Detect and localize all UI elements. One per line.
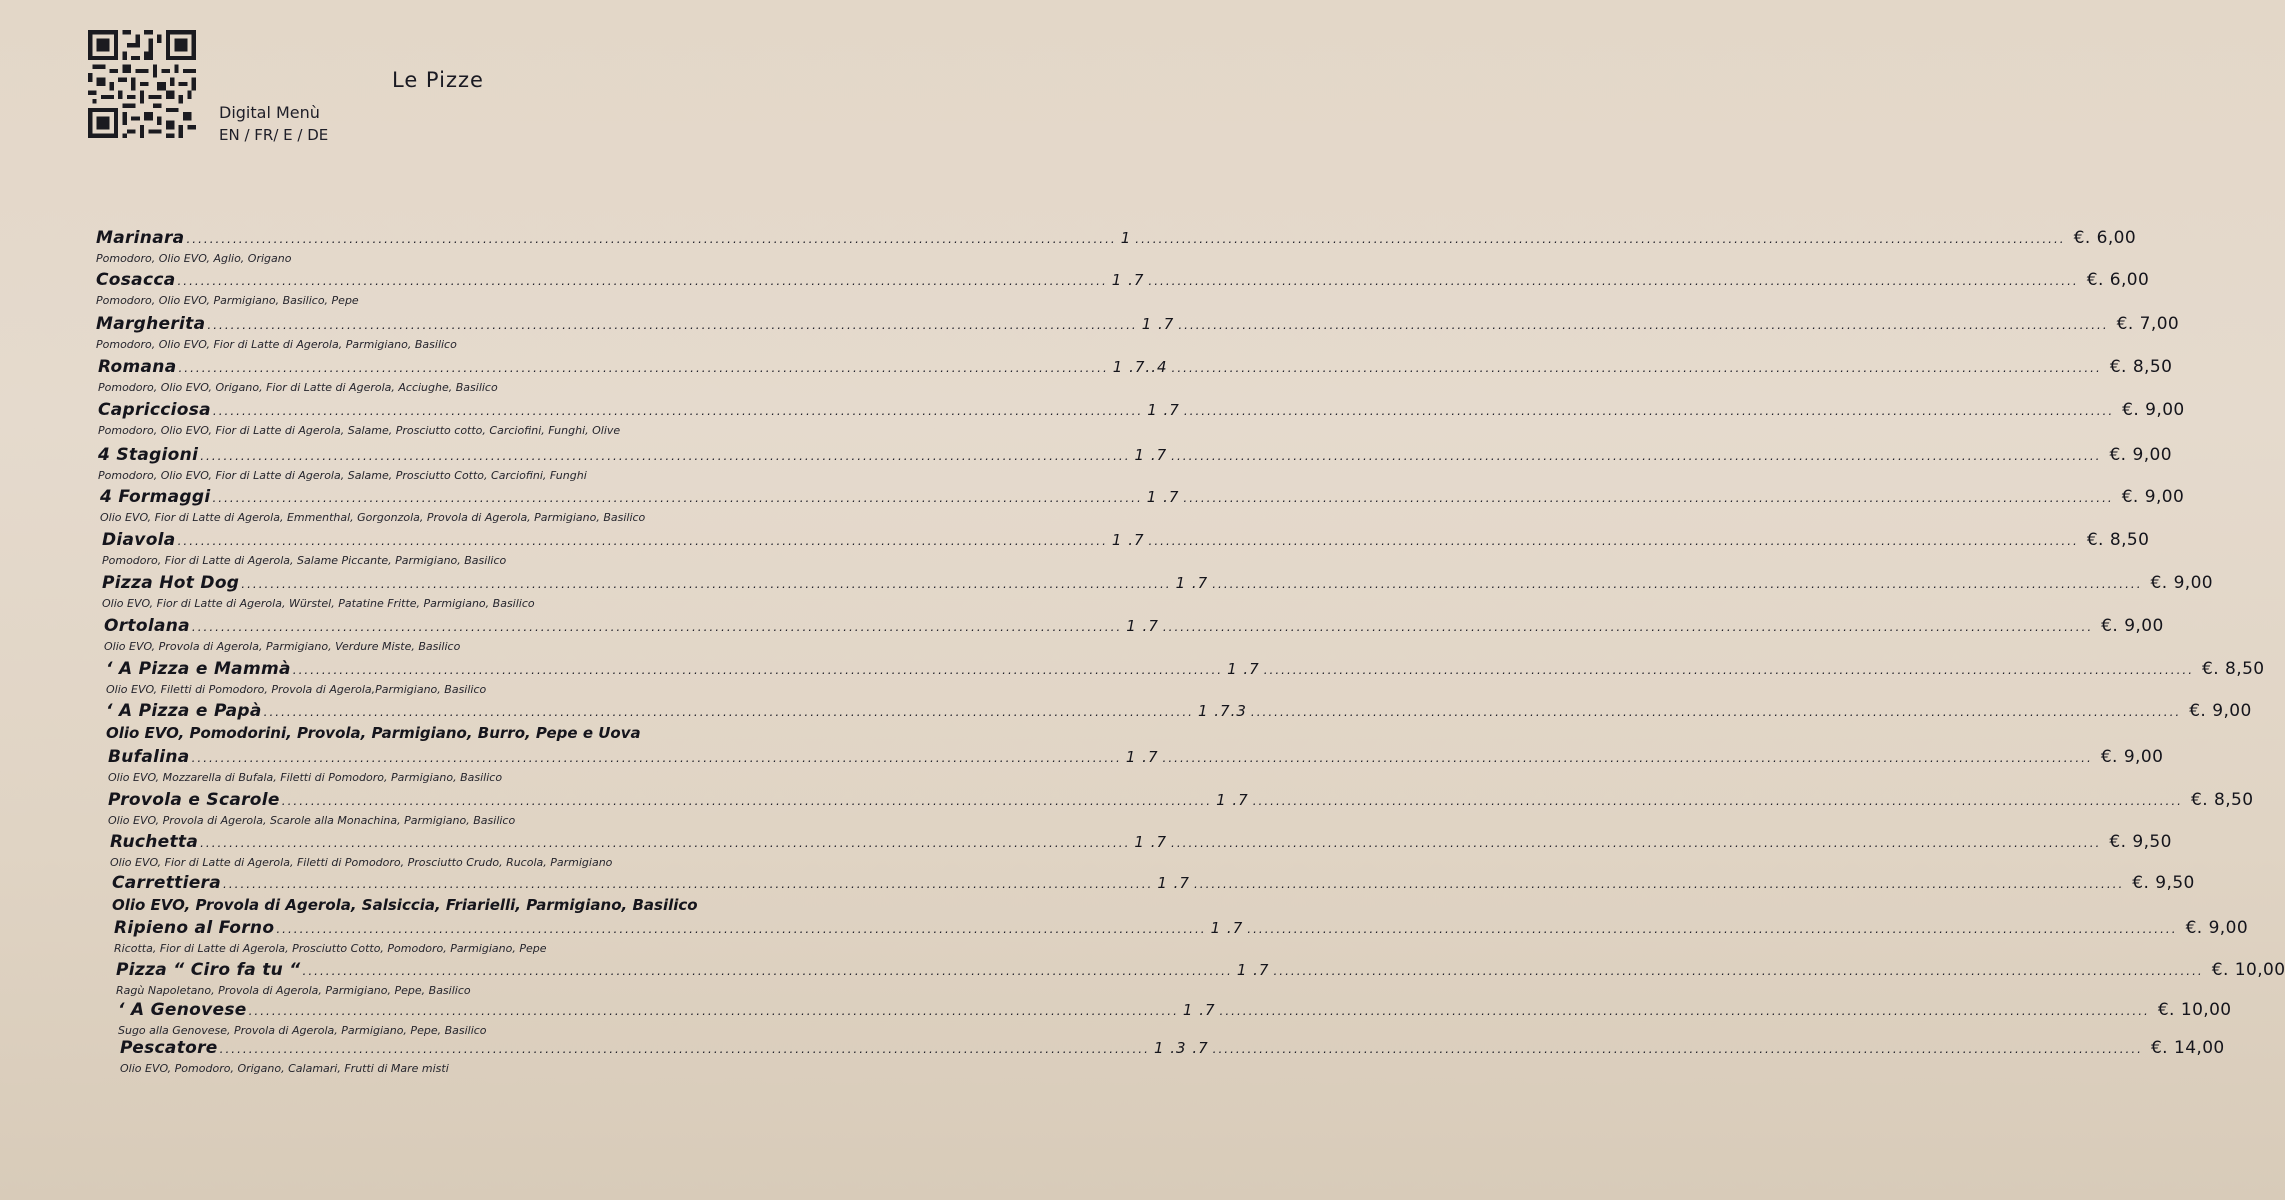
pizza-ingredients: Olio EVO, Fior di Latte di Agerola, Würstel, Patatine Fritte, Parmigiano, Basilico: [102, 597, 535, 610]
price: 9,00: [2145, 400, 2185, 420]
allergen-codes: 1 .7: [1146, 488, 1180, 506]
allergen-codes: 1 .7: [1134, 833, 1168, 851]
dot-leader: ................................................................................................................................................................: [177, 274, 1108, 288]
menu-item-line: [118, 1000, 2232, 1022]
price: 8,50: [2132, 357, 2173, 377]
dot-leader: ................................................................................................................................................................: [1193, 877, 2125, 891]
dot-leader: ................................................................................................................................................................: [1212, 1042, 2143, 1056]
currency-symbol: €.: [2185, 918, 2203, 938]
allergen-codes: 1 .7: [1141, 315, 1175, 333]
allergen-codes: 1 .7: [1147, 401, 1180, 419]
dot-leader: ................................................................................................................................................................: [1219, 1004, 2150, 1018]
dot-leader: ................................................................................................................................................................: [1171, 449, 2102, 463]
currency-symbol: €.: [2211, 960, 2229, 980]
dot-leader: ................................................................................................................................................................: [1135, 232, 2066, 246]
currency-symbol: €.: [2191, 790, 2209, 810]
allergen-codes: 1 .7: [1125, 748, 1159, 766]
dot-leader: ................................................................................................................................................................: [186, 232, 1117, 246]
dot-leader: ................................................................................................................................................................: [241, 577, 1172, 591]
dot-leader: ................................................................................................................................................................: [1273, 964, 2204, 978]
dot-leader: ................................................................................................................................................................: [1250, 705, 2182, 719]
pizza-name: Cosacca: [96, 270, 176, 290]
pizza-name: Pizza “ Ciro fa tu “: [116, 960, 301, 980]
pizza-name: Ruchetta: [110, 832, 199, 852]
currency-symbol: €.: [2109, 832, 2127, 852]
allergen-codes: 1 .7: [1175, 574, 1209, 592]
pizza-name: Bufalina: [108, 747, 190, 767]
allergen-codes: 1 .7.3: [1197, 702, 1247, 720]
allergen-codes: 1 .7: [1126, 617, 1159, 635]
dot-leader: ................................................................................................................................................................: [281, 794, 1213, 808]
pizza-name: Capricciosa: [98, 400, 211, 420]
menu-item-line: [116, 960, 2285, 982]
currency-symbol: €.: [2121, 487, 2139, 507]
dot-leader: ................................................................................................................................................................: [276, 922, 1207, 936]
pizza-name: Marinara: [96, 228, 185, 248]
menu-item-line: [96, 228, 2137, 250]
dot-leader: ................................................................................................................................................................: [212, 491, 1143, 505]
digital-menu-label: Digital Menù: [219, 103, 320, 122]
pizza-ingredients: Pomodoro, Olio EVO, Fior di Latte di Agerola, Salame, Prosciutto Cotto, Carciofini, Funghi: [98, 469, 587, 482]
dot-leader: ................................................................................................................................................................: [200, 836, 1131, 850]
dot-leader: ................................................................................................................................................................: [302, 964, 1233, 978]
dot-leader: ................................................................................................................................................................: [200, 449, 1131, 463]
language-options[interactable]: EN / FR/ E / DE: [219, 126, 329, 144]
menu-item-line: [104, 616, 2164, 638]
menu-item-line: [96, 314, 2180, 336]
menu-item-line: [102, 530, 2150, 552]
pizza-name: ‘ A Genovese: [118, 1000, 247, 1020]
allergen-codes: 1 .7: [1210, 919, 1244, 937]
pizza-ingredients: Olio EVO, Provola di Agerola, Scarole alla Monachina, Parmigiano, Basilico: [108, 814, 516, 827]
menu-item-line: [96, 270, 2150, 292]
dot-leader: ................................................................................................................................................................: [1148, 274, 2079, 288]
pizza-ingredients: Ricotta, Fior di Latte di Agerola, Prosciutto Cotto, Pomodoro, Parmigiano, Pepe: [114, 942, 547, 955]
price: 9,00: [2144, 487, 2185, 507]
pizza-name: Diavola: [102, 530, 176, 550]
menu-item-line: [102, 573, 2214, 595]
currency-symbol: €.: [2109, 445, 2127, 465]
currency-symbol: €.: [2157, 1000, 2175, 1020]
dot-leader: ................................................................................................................................................................: [1263, 663, 2195, 677]
price: 9,00: [2124, 616, 2164, 636]
currency-symbol: €.: [2116, 314, 2134, 334]
allergen-codes: 1 .7: [1182, 1001, 1216, 1019]
allergen-codes: 1 .7: [1111, 531, 1145, 549]
pizza-ingredients: Olio EVO, Provola di Agerola, Parmigiano, Verdure Miste, Basilico: [104, 640, 461, 653]
dot-leader: ................................................................................................................................................................: [1162, 620, 2094, 634]
dot-leader: ................................................................................................................................................................: [1171, 836, 2102, 850]
pizza-ingredients: Olio EVO, Fior di Latte di Agerola, Filetti di Pomodoro, Prosciutto Crudo, Rucola, Parmigiano: [110, 856, 613, 869]
pizza-ingredients: Pomodoro, Fior di Latte di Agerola, Salame Piccante, Parmigiano, Basilico: [102, 554, 507, 567]
pizza-ingredients: Pomodoro, Olio EVO, Aglio, Origano: [96, 252, 292, 265]
dot-leader: ................................................................................................................................................................: [177, 534, 1108, 548]
dot-leader: ................................................................................................................................................................: [292, 663, 1224, 677]
pizza-name: Ripieno al Forno: [114, 918, 275, 938]
price: 9,00: [2173, 573, 2214, 593]
price: 9,50: [2132, 832, 2172, 852]
pizza-ingredients: Ragù Napoletano, Provola di Agerola, Parmigiano, Pepe, Basilico: [116, 984, 471, 997]
currency-symbol: €.: [2109, 357, 2127, 377]
dot-leader: ................................................................................................................................................................: [1171, 361, 2102, 375]
pizza-name: Pizza Hot Dog: [102, 573, 240, 593]
price: 14,00: [2173, 1038, 2225, 1058]
allergen-codes: 1 .7: [1134, 446, 1168, 464]
price: 6,00: [2096, 228, 2137, 248]
pizza-name: Ortolana: [104, 616, 190, 636]
dot-leader: ................................................................................................................................................................: [191, 751, 1122, 765]
price: 9,00: [2208, 918, 2249, 938]
pizza-ingredients: Pomodoro, Olio EVO, Fior di Latte di Agerola, Parmigiano, Basilico: [96, 338, 457, 351]
price: 7,00: [2139, 314, 2180, 334]
allergen-codes: 1: [1120, 229, 1132, 247]
pizza-name: Provola e Scarole: [108, 790, 280, 810]
allergen-codes: 1 .7: [1157, 874, 1190, 892]
price: 6,00: [2109, 270, 2150, 290]
dot-leader: ................................................................................................................................................................: [212, 404, 1144, 418]
currency-symbol: €.: [2122, 400, 2140, 420]
menu-item-line: [100, 487, 2185, 509]
menu-item-line: [98, 445, 2172, 467]
dot-leader: ................................................................................................................................................................: [207, 318, 1138, 332]
menu-item-line: [120, 1038, 2225, 1060]
dot-leader: ................................................................................................................................................................: [248, 1004, 1179, 1018]
pizza-ingredients: Olio EVO, Mozzarella di Bufala, Filetti di Pomodoro, Parmigiano, Basilico: [108, 771, 503, 784]
allergen-codes: 1 .7..4: [1112, 358, 1168, 376]
dot-leader: ................................................................................................................................................................: [1178, 318, 2109, 332]
menu-item-line: [108, 747, 2164, 769]
price: 9,00: [2123, 747, 2164, 767]
dot-leader: ................................................................................................................................................................: [1247, 922, 2178, 936]
pizza-name: Carrettiera: [112, 873, 222, 893]
dot-leader: ................................................................................................................................................................: [1252, 794, 2183, 808]
price: 9,00: [2132, 445, 2172, 465]
dot-leader: ................................................................................................................................................................: [219, 1042, 1150, 1056]
menu-item-line: [106, 659, 2265, 681]
pizza-name: ‘ A Pizza e Papà: [106, 701, 262, 721]
price: 9,00: [2212, 701, 2252, 721]
currency-symbol: €.: [2132, 873, 2150, 893]
price: 10,00: [2234, 960, 2285, 980]
dot-leader: ................................................................................................................................................................: [1183, 491, 2114, 505]
pizza-ingredients: Olio EVO, Pomodorini, Provola, Parmigiano, Burro, Pepe e Uova: [106, 724, 641, 742]
menu-item-line: [108, 790, 2254, 812]
menu-item-line: [98, 357, 2173, 379]
price: 8,50: [2214, 790, 2254, 810]
pizza-ingredients: Olio EVO, Pomodoro, Origano, Calamari, Frutti di Mare misti: [120, 1062, 449, 1075]
allergen-codes: 1 .7: [1111, 271, 1145, 289]
price: 9,50: [2155, 873, 2195, 893]
currency-symbol: €.: [2086, 530, 2104, 550]
currency-symbol: €.: [2150, 1038, 2168, 1058]
currency-symbol: €.: [2101, 616, 2119, 636]
menu-item-line: [114, 918, 2249, 940]
pizza-name: 4 Formaggi: [100, 487, 211, 507]
dot-leader: ................................................................................................................................................................: [223, 877, 1154, 891]
menu-item-line: [110, 832, 2172, 854]
pizza-ingredients: Olio EVO, Filetti di Pomodoro, Provola di Agerola,Parmigiano, Basilico: [106, 683, 487, 696]
allergen-codes: 1 .7: [1216, 791, 1249, 809]
dot-leader: ................................................................................................................................................................: [191, 620, 1123, 634]
allergen-codes: 1 .3 .7: [1153, 1039, 1209, 1057]
dot-leader: ................................................................................................................................................................: [263, 705, 1194, 719]
dot-leader: ................................................................................................................................................................: [1148, 534, 2079, 548]
pizza-ingredients: Sugo alla Genovese, Provola di Agerola, Parmigiano, Pepe, Basilico: [118, 1024, 487, 1037]
dot-leader: ................................................................................................................................................................: [1183, 404, 2115, 418]
allergen-codes: 1 .7: [1227, 660, 1260, 678]
menu-item-line: [98, 400, 2185, 422]
pizza-name: Margherita: [96, 314, 206, 334]
currency-symbol: €.: [2189, 701, 2207, 721]
currency-symbol: €.: [2086, 270, 2104, 290]
pizza-ingredients: Pomodoro, Olio EVO, Origano, Fior di Latte di Agerola, Acciughe, Basilico: [98, 381, 498, 394]
pizza-ingredients: Pomodoro, Olio EVO, Parmigiano, Basilico, Pepe: [96, 294, 359, 307]
menu-item-line: [112, 873, 2195, 895]
pizza-name: ‘ A Pizza e Mammà: [106, 659, 291, 679]
price: 10,00: [2180, 1000, 2232, 1020]
currency-symbol: €.: [2100, 747, 2118, 767]
pizza-ingredients: Pomodoro, Olio EVO, Fior di Latte di Agerola, Salame, Prosciutto cotto, Carciofini, Funghi, Olive: [98, 424, 621, 437]
price: 8,50: [2225, 659, 2265, 679]
pizza-ingredients: Olio EVO, Fior di Latte di Agerola, Emmenthal, Gorgonzola, Provola di Agerola, Parmigiano, Basilico: [100, 511, 646, 524]
currency-symbol: €.: [2202, 659, 2220, 679]
price: 8,50: [2109, 530, 2150, 550]
dot-leader: ................................................................................................................................................................: [1212, 577, 2143, 591]
pizza-name: Pescatore: [120, 1038, 218, 1058]
pizza-name: Romana: [98, 357, 177, 377]
pizza-ingredients: Olio EVO, Provola di Agerola, Salsiccia, Friarielli, Parmigiano, Basilico: [112, 896, 698, 914]
pizza-name: 4 Stagioni: [98, 445, 199, 465]
page-title: Le Pizze: [392, 68, 484, 92]
dot-leader: ................................................................................................................................................................: [178, 361, 1109, 375]
currency-symbol: €.: [2073, 228, 2091, 248]
allergen-codes: 1 .7: [1236, 961, 1270, 979]
dot-leader: ................................................................................................................................................................: [1162, 751, 2093, 765]
menu-item-line: [106, 701, 2252, 723]
currency-symbol: €.: [2150, 573, 2168, 593]
